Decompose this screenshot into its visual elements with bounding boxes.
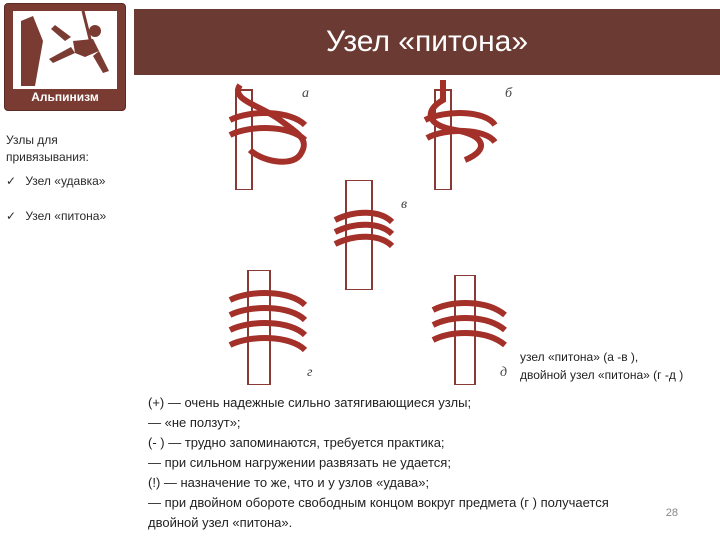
knot-g-illustration [220, 270, 320, 385]
caption-line: узел «питона» (а -в ), [520, 350, 639, 364]
figure-label-b: б [505, 86, 513, 101]
climber-icon [13, 11, 117, 89]
knot-v-illustration [330, 180, 400, 290]
description [148, 393, 708, 533]
description-line: — при двойном обороте свободным концом вокруг предмета (г ) получается [148, 495, 609, 510]
description-line: — «не ползут»; [148, 415, 241, 430]
sidebar-section-title: Узлы для привязывания: [6, 133, 89, 164]
check-icon: ✓ [6, 209, 17, 223]
sidebar-item-udavka[interactable] [6, 174, 105, 188]
figure-label-a: а [302, 86, 309, 101]
logo [4, 3, 126, 111]
page-title: Узел «питона» [325, 25, 529, 58]
figure-label-v: в [401, 197, 408, 212]
sidebar-item-label: Узел «питона» [25, 209, 107, 223]
figure-caption [520, 348, 683, 384]
description-line: (- ) — трудно запоминаются, требуется практика; [148, 435, 445, 450]
sidebar-item-pitona[interactable] [6, 209, 106, 223]
description-line: (+) — очень надежные сильно затягивающиеся узлы; [148, 395, 472, 410]
figure-label-d: д [500, 365, 508, 380]
logo-label: Альпинизм [31, 90, 99, 104]
description-line: двойной узел «питона». [148, 515, 293, 530]
sidebar-item-label: Узел «удавка» [25, 174, 106, 188]
knot-b-illustration [415, 80, 505, 190]
description-line: — при сильном нагружении развязать не удается; [148, 455, 451, 470]
caption-line: двойной узел «питона» (г -д ) [520, 368, 684, 382]
check-icon: ✓ [6, 174, 17, 188]
figure-label-g: г [307, 365, 313, 380]
page-number: 28 [665, 507, 678, 519]
description-line: (!) — назначение то же, что и у узлов «удава»; [148, 475, 430, 490]
